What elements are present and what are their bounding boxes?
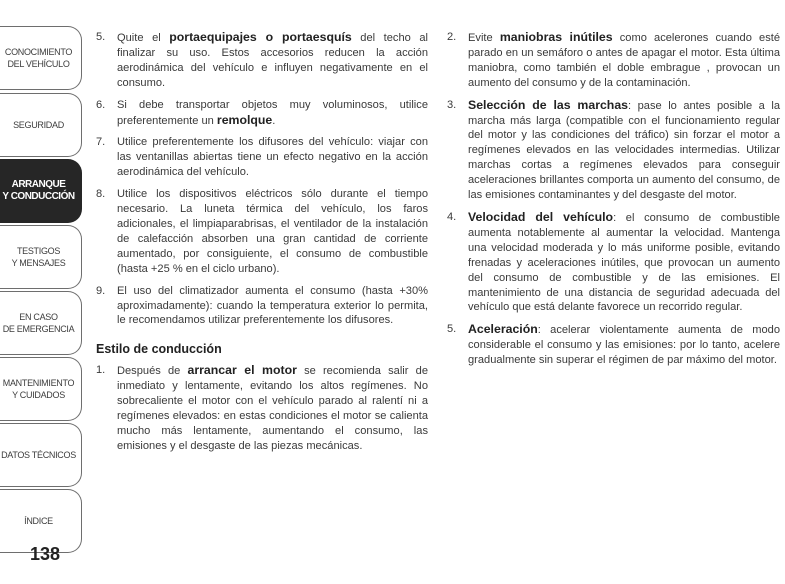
item-text: . [272,114,276,127]
item-number: 8. [96,188,106,201]
item-number: 4. [447,210,457,223]
item-text: se recomienda salir de inmediato y lentamente, evitando los altos regímenes. No sobrecaliente el motor con el vehículo parado al ralentí ni a regímenes elevados: en estas condiciones el motor se calienta mucho más lentamente, aumentando el consumo, las emisiones y el desgaste de las piezas mecánicas. [117,365,428,452]
tips-list-right [447,30,780,368]
item-number: 5. [96,31,106,43]
section-title: Estilo de conducción [96,342,222,357]
list-item [447,98,780,203]
item-keyword: maniobras inútiles [499,30,613,44]
item-text: Después de [117,365,188,378]
item-keyword: remolque [216,112,273,127]
list-item [96,135,428,180]
tips-list-left [96,30,428,328]
list-item [96,98,428,129]
driving-style-list [96,363,428,453]
item-text: Quite el [117,32,170,44]
list-item [447,210,780,315]
tab-en-caso-de-emergencia[interactable]: EN CASO DE EMERGENCIA [0,291,82,355]
tab-testigos-y-mensajes[interactable]: TESTIGOS Y MENSAJES [0,225,82,289]
item-text: El uso del climatizador aumenta el consumo (hasta +30% aproximadamente): cuando la temperatura exterior lo permita, le recomendamos utilizar preferentemente los difusores. [117,284,428,327]
item-keyword: Selección de las marchas [468,97,629,112]
list-item [96,30,428,91]
item-number: 6. [96,98,106,111]
item-keyword: portaequipajes o portaesquís [169,30,352,44]
item-number: 2. [447,31,457,43]
list-item [447,322,780,368]
item-text: como acelerones cuando esté parado en un semáforo o antes de apagar el motor. Esta última maniobra, como también el doble embrague , provocan un aumento del consumo y de la contaminación. [468,32,781,89]
item-text: del techo al finalizar su uso. Estos accesorios reducen la acción aerodinámica del vehículo e influyen negativamente en el consumo. [117,32,428,89]
item-text: Utilice los dispositivos eléctricos sólo durante el tiempo necesario. La luneta térmica del vehículo, los faros adicionales, el limpiaparabrisas, el ventilador de la instalación de calefacción absorben una gran cantidad de corriente aumentado, por consiguiente, el consumo de combustible (hasta +25 % en el ciclo urbano). [117,188,428,275]
item-text: : pase lo antes posible a la marcha más larga (compatible con el funcionamiento regular del motor y las condiciones del tráfico) sin forzar el motor a regímenes elevados en las velocidades intermedias. Utilizar marchas cortas a regímenes elevados para conseguir aceleraciones brillantes comporta un aumento del consumo, de las emisiones contaminantes y del desgaste del motor. [468,99,780,202]
tab-datos-tecnicos[interactable]: DATOS TÉCNICOS [0,423,82,487]
item-text: Utilice preferentemente los difusores del vehículo: viajar con las ventanillas abiertas tiene un efecto negativo en la acción aerodinámica del vehículo. [117,136,428,179]
item-number: 7. [96,136,106,149]
list-item [447,30,780,91]
item-number: 9. [96,284,106,297]
item-number: 5. [447,323,457,336]
list-item [96,363,428,453]
item-text: : acelerar violentamente aumenta de modo considerable el consumo y las emisiones: por lo tanto, acelere gradualmente sin superar el régimen de par máximo del motor. [468,324,780,367]
tab-indice[interactable]: ÍNDICE [0,489,82,553]
item-text: Evite [468,32,500,44]
page-number: 138 [30,544,61,564]
item-number: 1. [96,364,106,377]
item-keyword: Aceleración [468,322,538,337]
tab-seguridad[interactable]: SEGURIDAD [0,93,82,157]
item-keyword: Velocidad del vehículo [468,209,614,224]
tab-arranque-y-conduccion[interactable]: ARRANQUE Y CONDUCCIÓN [0,159,82,223]
list-item [96,187,428,276]
item-keyword: arrancar el motor [187,363,297,378]
item-text: : el consumo de combustible aumenta notablemente al aumentar la velocidad. Mantenga una velocidad moderada y lo más uniforme posible, evitando frenadas y aceleraciones inútiles, que provocan un aumento del consumo de combustible y de las emisiones. El mantenimiento de una distancia de seguridad adecuada del vehículo que está delante favorece un recorrido regular. [468,211,780,314]
tab-mantenimiento-y-cuidados[interactable]: MANTENIMIENTO Y CUIDADOS [0,357,82,421]
chapter-index-tabs [0,0,84,584]
left-column [96,30,428,461]
right-column [447,30,780,375]
tab-conocimiento-del-vehiculo[interactable]: CONOCIMIENTO DEL VEHÍCULO [0,26,82,90]
list-item [96,284,428,329]
item-text: Si debe transportar objetos muy voluminosos, utilice preferentemente un [117,98,428,127]
item-number: 3. [447,98,457,111]
